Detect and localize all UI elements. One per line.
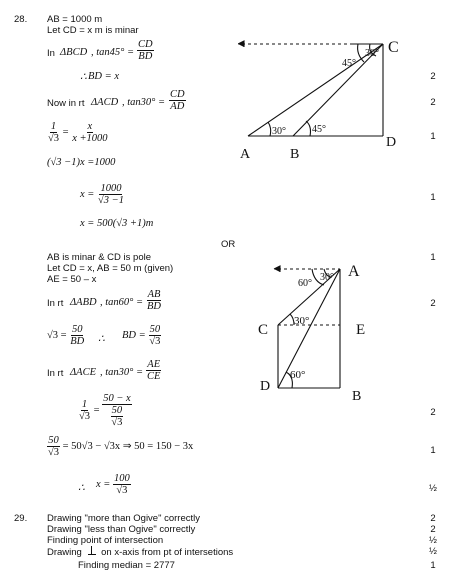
inner-50: 50 xyxy=(111,405,123,416)
x-over-x-plus-1000 xyxy=(71,121,108,144)
cd-over-bd xyxy=(137,39,154,62)
arrow-head xyxy=(238,41,244,47)
q29-line2: Drawing "less than Ogive" correctly xyxy=(47,524,196,535)
mark: 1 xyxy=(430,560,436,571)
50-over-bd xyxy=(69,324,85,347)
alt-line1: AB is minar & CD is pole xyxy=(47,252,152,263)
denominator-root3: √3 xyxy=(149,336,161,347)
numerator-50: 50 xyxy=(71,324,83,335)
numerator-one: 1 xyxy=(50,121,57,132)
angle-30-top-2: 30° xyxy=(320,272,334,283)
inner-root3: √3 xyxy=(111,417,123,428)
mark: 2 xyxy=(430,71,436,82)
figure-tower-angles xyxy=(238,30,408,160)
bd-equals-x: BD = x xyxy=(88,71,119,82)
triangle-ace: ΔACE xyxy=(70,367,96,378)
equals: = xyxy=(93,404,100,416)
label-c: C xyxy=(388,39,399,56)
tan30-lhs: , tan30° = xyxy=(122,97,166,108)
angle-60-at-d: 60° xyxy=(290,369,306,381)
q29-line4-b: on x-axis from pt of intersetions xyxy=(101,547,234,558)
numerator-50: 50 xyxy=(48,435,59,446)
denominator-root3: √3 xyxy=(116,485,128,496)
mark: 2 xyxy=(430,407,436,418)
label-d2: D xyxy=(260,379,271,394)
bd-equals: BD = xyxy=(122,329,146,341)
denominator-root3: √3 xyxy=(48,447,60,458)
mark: ½ xyxy=(429,546,437,557)
perpendicular-icon xyxy=(88,546,96,555)
given-ab: AB = 1000 m xyxy=(47,14,103,25)
angle-45-top: 45° xyxy=(342,58,356,69)
label-b2: B xyxy=(352,389,362,403)
q29-line1: Drawing "more than Ogive" correctly xyxy=(47,513,200,524)
q29-line5: Finding median = 2777 xyxy=(78,560,175,571)
denominator-ad: AD xyxy=(170,101,185,112)
alt-line2: Let CD = x, AB = 50 m (given) xyxy=(47,263,174,274)
cd-over-ad xyxy=(169,89,186,112)
angle-30-at-a: 30° xyxy=(272,126,286,137)
one-over-root3-b xyxy=(78,399,91,422)
label-a2: A xyxy=(348,263,360,280)
in-rt-label-2: In rt xyxy=(47,368,64,379)
numerator-50: 50 xyxy=(149,324,161,335)
angle-arc-a xyxy=(268,122,271,136)
numerator-ab: AB xyxy=(147,289,161,300)
mark: ½ xyxy=(429,535,437,546)
angle-arc-b xyxy=(306,121,311,136)
x-equals-2: x = xyxy=(96,478,111,490)
mark: ½ xyxy=(429,483,437,494)
step-chain: = 50√3 − √3x ⇒ 50 = 150 − 3x xyxy=(62,440,194,452)
question-number-29: 29. xyxy=(14,513,28,524)
therefore-sign-3: ∴ xyxy=(78,483,85,494)
mark: 2 xyxy=(430,97,436,108)
denominator-bd: BD xyxy=(147,301,161,312)
label-c2: C xyxy=(258,322,269,338)
mark: 1 xyxy=(430,445,436,456)
angle-30-top: 30° xyxy=(365,48,379,59)
denominator-bd: BD xyxy=(70,336,85,347)
50-over-root3 xyxy=(148,324,161,347)
triangle-bcd: ΔBCD xyxy=(60,47,88,58)
figure-minar-pole xyxy=(252,258,382,403)
q29-line4-a: Drawing xyxy=(47,547,82,558)
angle-30-at-c: 30° xyxy=(294,315,310,327)
or-separator: OR xyxy=(221,239,236,250)
root3: √3 xyxy=(47,329,59,341)
x-equals: x = xyxy=(80,188,95,200)
arrow-head-2 xyxy=(274,266,280,272)
denominator-bd: BD xyxy=(138,51,153,62)
100-over-root3 xyxy=(113,473,131,496)
alt-line3: AE = 50 – x xyxy=(47,274,97,285)
angle-45-at-b: 45° xyxy=(312,124,326,135)
mark: 2 xyxy=(430,524,436,535)
x-final: x = 500(√3 +1)m xyxy=(80,218,154,229)
denominator-root3: √3 xyxy=(79,411,91,422)
50-over-root3-b xyxy=(47,435,60,458)
triangle-abd: ΔABD xyxy=(70,297,97,308)
now-in-rt: Now in rt xyxy=(47,98,85,109)
label-a: A xyxy=(240,147,251,160)
mark: 1 xyxy=(430,131,436,142)
mark: 2 xyxy=(430,513,436,524)
in-rt-label: In rt xyxy=(47,298,64,309)
ae-over-ce xyxy=(146,359,161,382)
mark: 2 xyxy=(430,298,436,309)
mark: 1 xyxy=(430,192,436,203)
numerator-ae: AE xyxy=(147,359,161,370)
denominator-root3: √3 xyxy=(48,133,60,144)
numerator-1000: 1000 xyxy=(100,183,122,194)
equals: = xyxy=(60,329,67,341)
tan30-lhs-2: , tan30° = xyxy=(100,367,144,378)
in-label: In xyxy=(47,48,55,59)
q29-line3: Finding point of intersection xyxy=(47,535,164,546)
1000-over-root3-minus-1 xyxy=(97,183,125,206)
denominator-root3-minus-1: √3 −1 xyxy=(98,195,124,206)
equation-step3: (√3 −1)x =1000 xyxy=(47,157,116,168)
complex-fraction xyxy=(102,393,132,428)
mark: 1 xyxy=(430,252,436,263)
numerator-cd: CD xyxy=(138,39,153,50)
label-d: D xyxy=(386,135,397,150)
numerator-100: 100 xyxy=(114,473,130,484)
triangle-acd: ΔACD xyxy=(91,97,119,108)
question-number-28: 28. xyxy=(14,14,28,25)
one-over-root3 xyxy=(47,121,60,144)
numerator-50-minus-x: 50 − x xyxy=(103,393,131,404)
therefore-sign-2: ∴ xyxy=(98,334,105,345)
label-b: B xyxy=(290,147,300,160)
tan60-lhs: , tan60° = xyxy=(100,297,144,308)
let-cd: Let CD = x m is minar xyxy=(47,25,139,36)
numerator-cd: CD xyxy=(170,89,185,100)
denominator-ce: CE xyxy=(147,371,161,382)
numerator-one: 1 xyxy=(81,399,88,410)
ab-over-bd xyxy=(146,289,162,312)
therefore-sign: ∴ xyxy=(80,72,87,83)
angle-60-top: 60° xyxy=(298,278,312,289)
tan45-lhs: , tan45° = xyxy=(91,47,135,58)
denominator-x-plus-1000: x +1000 xyxy=(72,133,108,144)
numerator-x: x xyxy=(87,121,93,132)
label-e2: E xyxy=(356,322,366,338)
